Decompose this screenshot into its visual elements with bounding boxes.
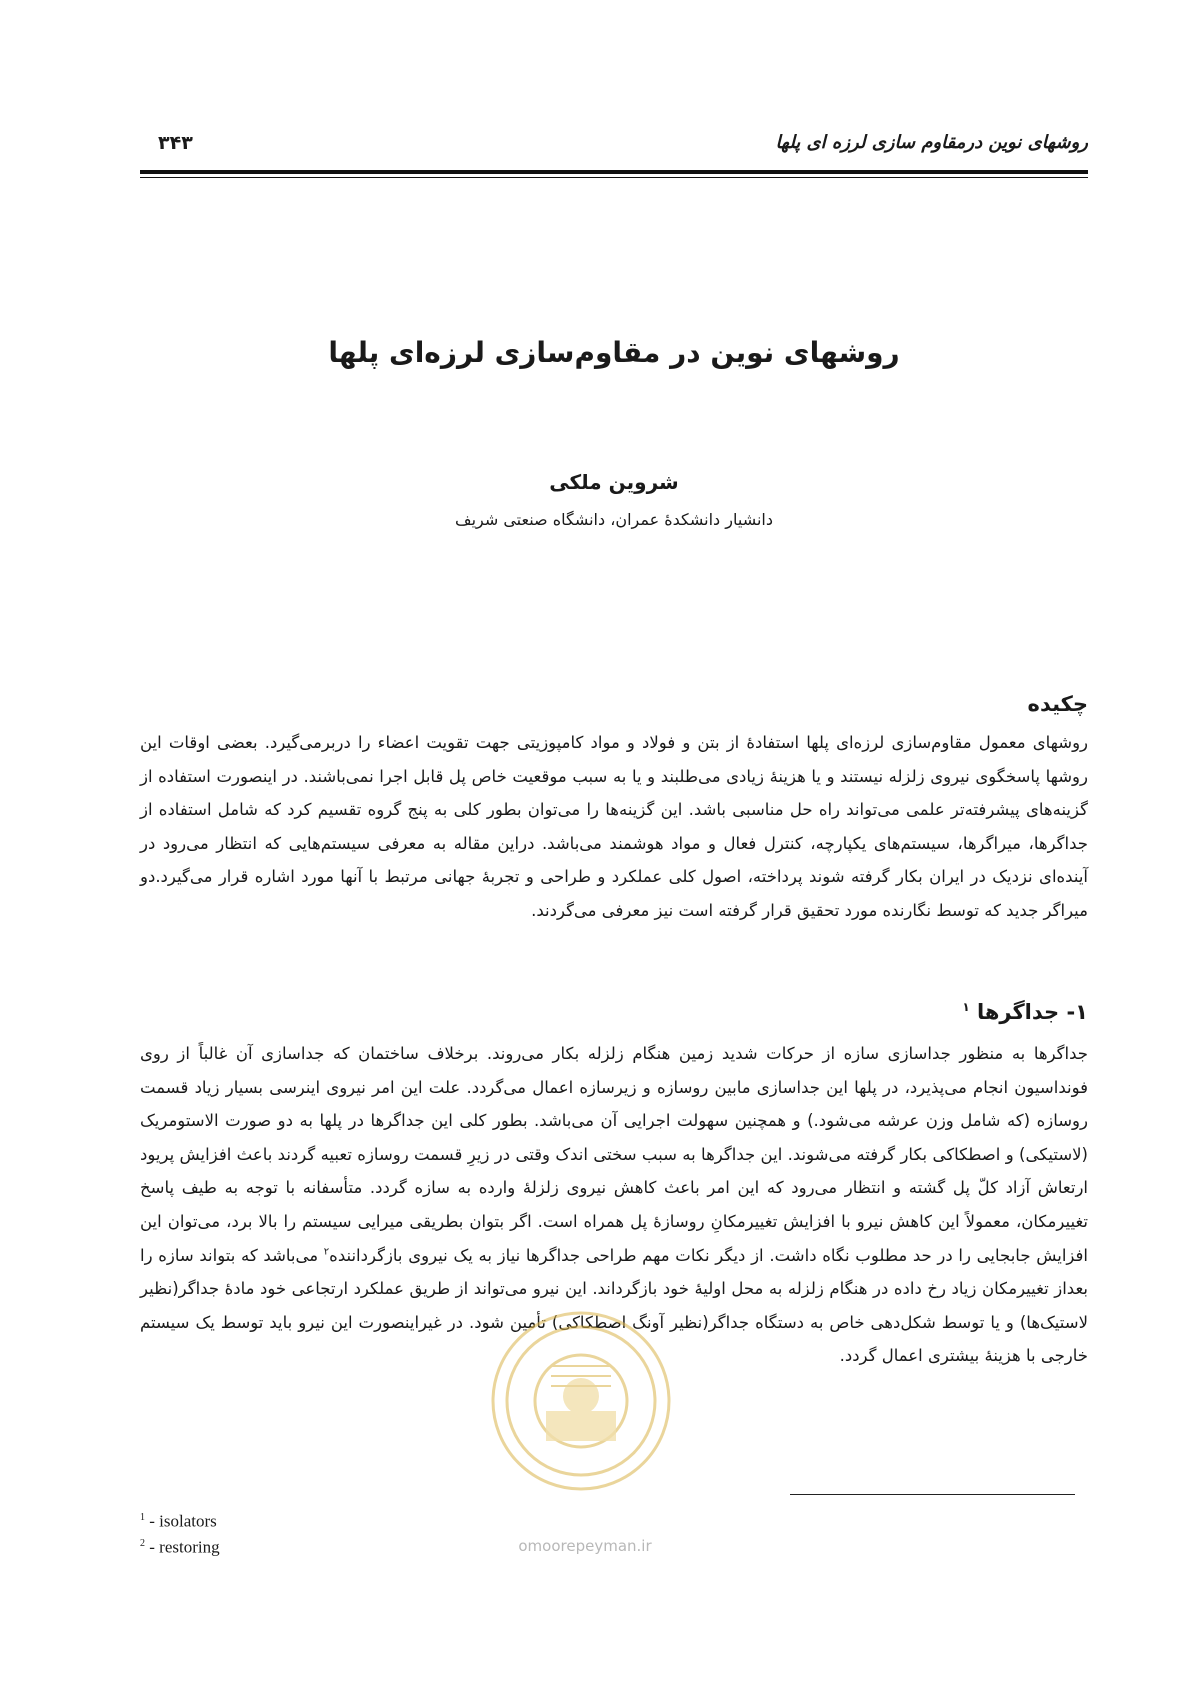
footnote-text: - restoring bbox=[145, 1537, 220, 1557]
section-1-text-part2: می‌باشد که بتواند سازه را بعداز تغییرمکان زیاد رخ داده در هنگام زلزله به محل اولیهٔ خود بازگرداند. این نیرو می‌تواند از طریق عملکرد ارتجاعی خود مادهٔ جداگر(نظیر لاستیک‌ها) و یا توسط شکل‌دهی خاص به دستگاه جداگر(نظیر آونگ اصطکاکی) تأمین شود. در غیراینصورت این نیرو باید توسط یک سیستم خارجی با هزینهٔ بیشتری اعمال گردد. bbox=[140, 1245, 1088, 1366]
abstract-text: روشهای معمول مقاوم‌سازی لرزه‌ای پلها استفادهٔ از بتن و فولاد و مواد کامپوزیتی جهت تقویت اعضاء را دربرمی‌گیرد. بعضی اوقات این روشها پاسخگوی نیروی زلزله نیستند و یا هزینهٔ زیادی می‌طلبند و یا به سبب موقعیت خاص پل قابل اجرا نمی‌باشند. در اینصورت استفاده از گزینه‌های پیشرفته‌تر علمی می‌تواند راه حل مناسبی باشد. این گزینه‌ها را می‌توان بطور کلی به پنج گروه تقسیم کرد که شامل استفاده از جداگرها، میراگرها، سیستم‌های یکپارچه، کنترل فعال و مواد هوشمند می‌باشد. دراین مقاله به معرفی سیستم‌هایی که انتظار می‌رود در آینده‌ای نزدیک در ایران بکار گرفته شوند پرداخته، اصول کلی عملکرد و طراحی و تجربهٔ جهانی مرتبط با آنها مورد اشاره قرار می‌گیرد.دو میراگر جدید که توسط نگارنده مورد تحقیق قرار گرفته است نیز معرفی می‌گردند. bbox=[140, 733, 1088, 920]
footnote-text: - isolators bbox=[145, 1511, 217, 1531]
footnote-ref-2: ۲ bbox=[323, 1246, 330, 1258]
article-title: روشهای نوین در مقاوم‌سازی لرزه‌ای پلها bbox=[328, 336, 900, 369]
watermark-url: omoorepeyman.ir bbox=[518, 1537, 652, 1555]
footnote-1 bbox=[140, 1507, 460, 1533]
author-name: شروین ملکی bbox=[549, 470, 679, 494]
footnote-2 bbox=[140, 1533, 460, 1559]
header-rule bbox=[140, 170, 1088, 174]
running-title: روشهای نوین درمقاوم سازی لرزه ای پلها bbox=[775, 132, 1088, 153]
watermark-seal-icon bbox=[486, 1306, 676, 1496]
footnote-mark: 2 bbox=[140, 1537, 145, 1549]
section-1-heading bbox=[140, 1000, 1088, 1024]
footnote-rule bbox=[790, 1494, 1075, 1495]
footnote-ref-1: ۱ bbox=[962, 1000, 970, 1014]
page-number: ۳۴۳ bbox=[158, 132, 193, 154]
section-1-text-part1: جداگرها به منظور جداسازی سازه از حرکات شدید زمین هنگام زلزله بکار می‌روند. برخلاف ساختمان که جداسازی آن غالباً از روی فونداسیون انجام می‌پذیرد، در پلها این جداسازی مابین روسازه و زیرسازه اعمال می‌گردد. علت این امر نیروی اینرسی بسیار زیاد قسمت روسازه (که شامل وزن عرشه می‌شود.) و همچنین سهولت اجرایی آن می‌باشد. بطور کلی این جداگرها در پلها به دو صورت الاستومریک (لاستیکی) و اصطکاکی بکار گرفته می‌شوند. این جداگرها به سبب سختی اندک وقتی در زیرِ قسمت روسازه تعبیه گردند باعث افزایش پریود ارتعاش آزاد کلّ پل گشته و انتظار می‌رود که این امر باعث کاهش نیروی زلزلهٔ وارده به سازه گردد. متأسفانه با توجه به طیف پاسخ تغییرمکان، معمولاً این کاهش نیرو با افزایش تغییرمکانِ روسازهٔ پل همراه است. اگر بتوان بطریقی میرایی سیستم را بالا برد، می‌توان این افزایش جابجایی را در حد مطلوب نگاه داشت. از دیگر نکات مهم طراحی جداگرها نیاز به یک نیروی بازگرداننده bbox=[140, 1044, 1088, 1265]
header-rule-thin bbox=[140, 177, 1088, 178]
watermark-seal bbox=[486, 1306, 676, 1496]
running-header bbox=[140, 132, 1088, 162]
footnote-mark: 1 bbox=[140, 1512, 145, 1523]
author-affiliation: دانشیار دانشکدهٔ عمران، دانشگاه صنعتی شریف bbox=[455, 510, 773, 529]
abstract-heading: چکیده bbox=[1027, 692, 1088, 716]
section-1-heading-text: ۱- جداگرها bbox=[976, 1000, 1088, 1024]
footnotes bbox=[140, 1507, 460, 1558]
